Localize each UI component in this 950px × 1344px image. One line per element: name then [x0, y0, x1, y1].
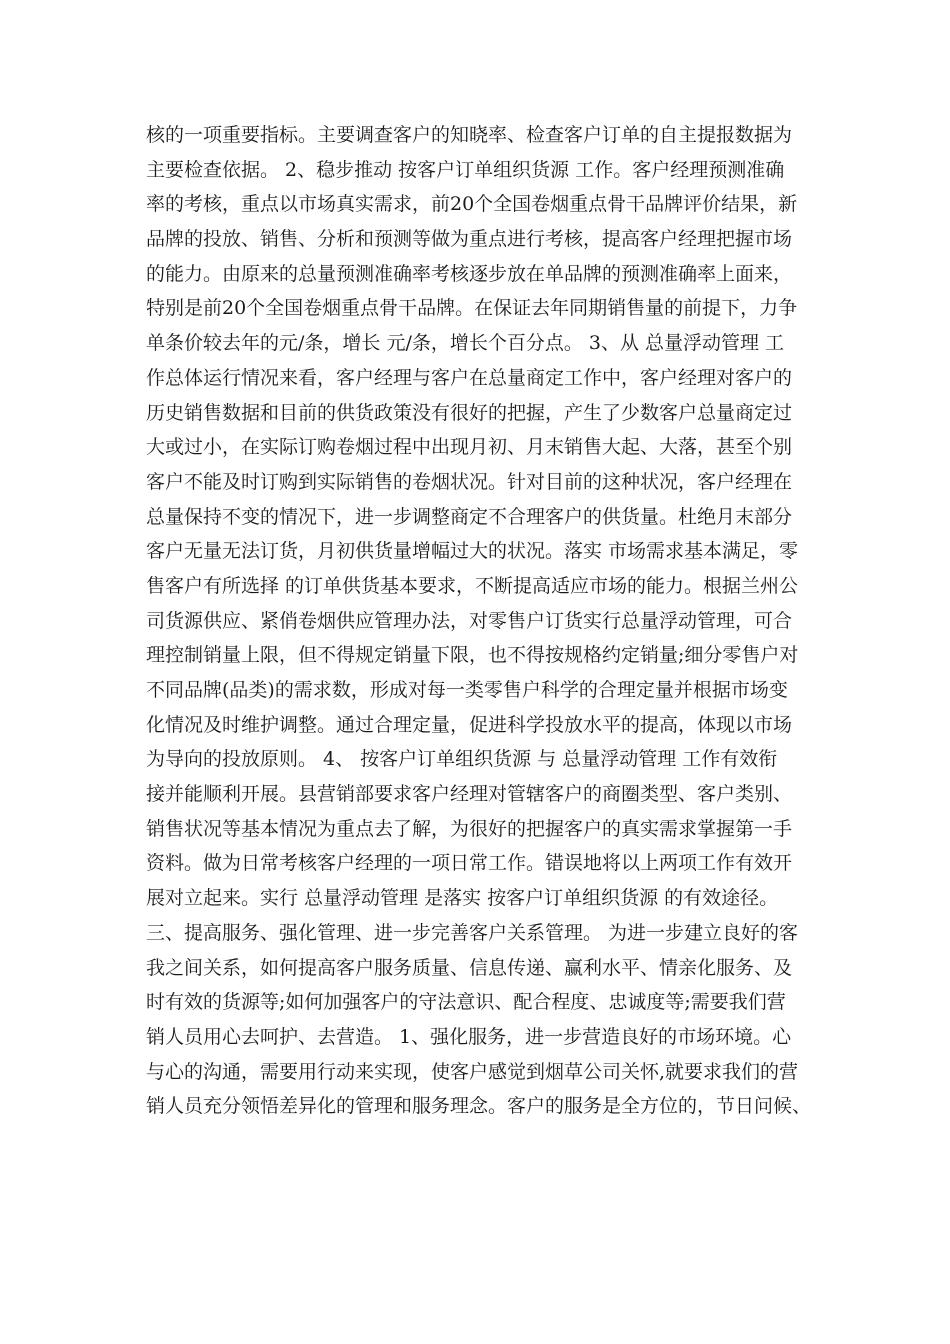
text-line: 理控制销量上限，但不得规定销量下限，也不得按规格约定销量;细分零售户对 [146, 644, 799, 667]
text-line: 时有效的货源等;如何加强客户的守法意识、配合程度、忠诚度等;需要我们营 [146, 991, 786, 1014]
text-line: 率的考核，重点以市场真实需求，前20个全国卷烟重点骨干品牌评价结果，新 [146, 193, 798, 216]
text-line: 为导向的投放原则。 4、 按客户订单组织货源 与 总量浮动管理 工作有效衔 [146, 748, 778, 771]
text-line: 销人员用心去呵护、去营造。 1、强化服务，进一步营造良好的市场环境。心 [146, 1025, 792, 1048]
text-line: 客户不能及时订购到实际销售的卷烟状况。针对目前的这种状况，客户经理在 [146, 470, 793, 493]
text-line: 大或过小，在实际订购卷烟过程中出现月初、月末销售大起、大落，甚至个别 [146, 436, 793, 459]
text-line: 售客户有所选择 的订单供货基本要求，不断提高适应市场的能力。根据兰州公 [146, 574, 799, 597]
text-line: 展对立起来。实行 总量浮动管理 是落实 按客户订单组织货源 的有效途径。 [146, 887, 779, 910]
text-line: 核的一项重要指标。主要调查客户的知晓率、检查客户订单的自主提报数据为 [146, 124, 793, 146]
text-line: 接并能顺利开展。县营销部要求客户经理对管辖客户的商圈类型、客户类别、 [146, 783, 793, 806]
text-line: 司货源供应、紧俏卷烟供应管理办法，对零售户订货实行总量浮动管理，可合 [146, 609, 793, 632]
text-line: 主要检查依据。 2、稳步推动 按客户订单组织货源 工作。客户经理预测准确 [146, 158, 785, 181]
text-line: 的能力。由原来的总量预测准确率考核逐步放在单品牌的预测准确率上面来， [146, 262, 793, 285]
text-line: 作总体运行情况来看，客户经理与客户在总量商定工作中，客户经理对客户的 [146, 366, 793, 389]
text-line: 历史销售数据和目前的供货政策没有很好的把握，产生了少数客户总量商定过 [146, 401, 793, 424]
text-line: 化情况及时维护调整。通过合理定量，促进科学投放水平的提高，体现以市场 [146, 713, 793, 736]
text-line: 与心的沟通，需要用行动来实现，使客户感觉到烟草公司关怀,就要求我们的营 [146, 1060, 799, 1083]
text-line: 客户无量无法订货，月初供货量增幅过大的状况。落实 市场需求基本满足，零 [146, 540, 799, 563]
text-line: 资料。做为日常考核客户经理的一项日常工作。错误地将以上两项工作有效开 [146, 852, 793, 875]
text-line: 销人员充分领悟差异化的管理和服务理念。客户的服务是全方位的，节日问候、 [146, 1095, 812, 1118]
text-line: 总量保持不变的情况下，进一步调整商定不合理客户的供货量。杜绝月末部分 [146, 505, 793, 528]
text-line: 三、提高服务、强化管理、进一步完善客户关系管理。 为进一步建立良好的客 [146, 921, 799, 944]
text-line: 单条价较去年的元/条，增长 元/条，增长个百分点。 3、从 总量浮动管理 工 [146, 332, 785, 355]
text-line: 我之间关系，如何提高客户服务质量、信息传递、赢利水平、情亲化服务、及 [146, 956, 793, 979]
text-line: 销售状况等基本情况为重点去了解，为很好的把握客户的真实需求掌握第一手 [146, 817, 793, 840]
body-text [146, 118, 812, 1124]
text-line: 不同品牌(品类)的需求数，形成对每一类零售户科学的合理定量并根据市场变 [146, 679, 788, 701]
text-line: 特别是前20个全国卷烟重点骨干品牌。在保证去年同期销售量的前提下，力争 [146, 297, 798, 320]
text-line: 品牌的投放、销售、分析和预测等做为重点进行考核，提高客户经理把握市场 [146, 228, 793, 251]
